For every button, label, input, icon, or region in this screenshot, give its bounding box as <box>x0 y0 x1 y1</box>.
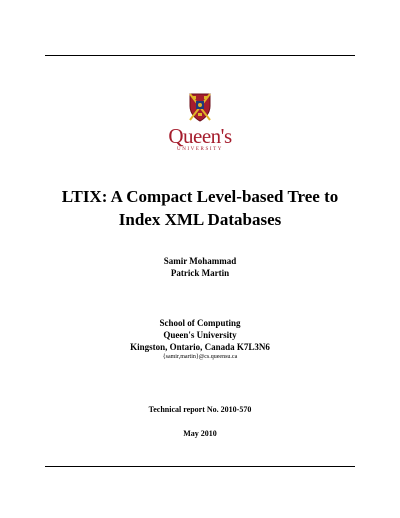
report-date: May 2010 <box>183 429 217 438</box>
bottom-rule <box>45 466 355 467</box>
title-line-1: LTIX: A Compact Level-based Tree to <box>61 187 339 206</box>
university-name: Queen's University <box>163 330 237 340</box>
logo-wordmark: Queen's <box>168 124 232 148</box>
address: Kingston, Ontario, Canada K7L3N6 <box>130 342 270 352</box>
report-title <box>0 185 400 231</box>
school-name: School of Computing <box>159 318 241 328</box>
author-1: Samir Mohammad <box>163 256 237 266</box>
author-2: Patrick Martin <box>170 268 230 278</box>
report-number: Technical report No. 2010-570 <box>148 405 252 414</box>
contact-email[interactable]: {samir,martin}@cs.queensu.ca <box>162 354 238 360</box>
affiliation-block <box>0 317 400 353</box>
logo-subtext: UNIVERSITY <box>177 147 223 152</box>
queens-university-logo <box>150 92 250 162</box>
coat-of-arms-icon <box>188 92 212 122</box>
top-rule <box>45 55 355 56</box>
author-list <box>0 255 400 279</box>
title-line-2: Index XML Databases <box>118 210 282 229</box>
